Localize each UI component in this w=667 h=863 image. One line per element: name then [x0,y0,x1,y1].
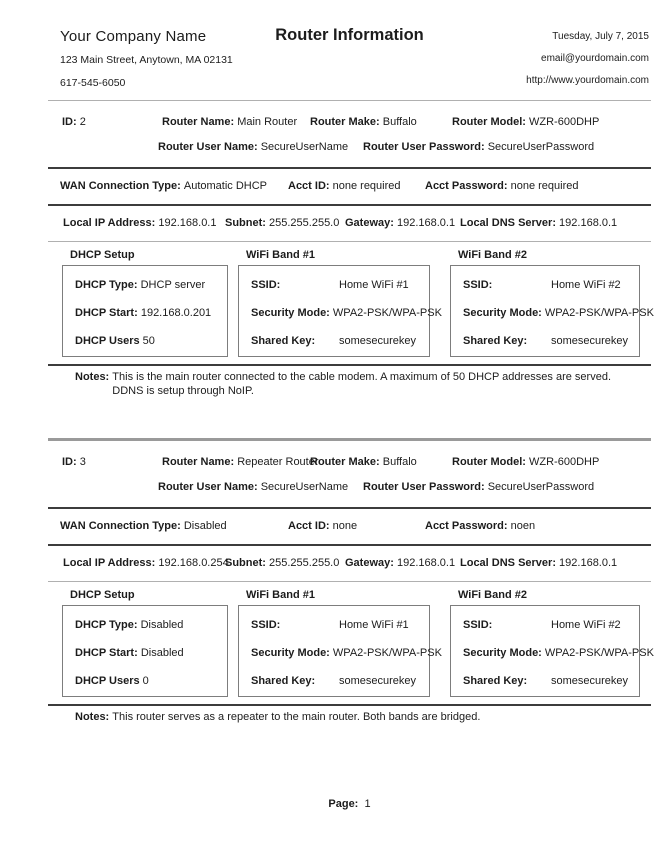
wifi-band-2-title: WiFi Band #2 [458,249,527,261]
field-router-make [310,456,452,469]
dhcp-start-value: Disabled [140,647,184,659]
ssid-label: SSID: [251,619,281,631]
ssid-value: Home WiFi #1 [339,279,409,291]
acct-id-label: Acct ID: [288,180,330,192]
contact-block [526,31,649,97]
security-mode-value: WPA2-PSK/WPA-PSK [544,307,654,319]
security-mode-label: Security Mode: [251,647,330,659]
record-separator [48,438,651,441]
security-mode-label: Security Mode: [251,307,330,319]
company-address: 123 Main Street, Anytown, MA 02131 [60,54,233,66]
report-date: Tuesday, July 7, 2015 [552,31,649,42]
router-make-label: Router Make: [310,456,380,468]
ssid-value: Home WiFi #2 [551,619,621,631]
router-model-value: WZR-600DHP [529,116,600,128]
field-shared-key [463,335,639,348]
wifi-band-2-box [450,605,654,697]
router-name-label: Router Name: [162,456,235,468]
field-router-model [452,456,599,469]
security-mode-value: WPA2-PSK/WPA-PSK [332,647,442,659]
field-acct-password [425,180,578,193]
dhcp-start-label: DHCP Start: [75,307,138,319]
field-ssid [463,279,639,292]
ip-row [48,557,651,570]
wifi-band-1-box [238,265,442,357]
wan-type-label: WAN Connection Type: [60,520,181,532]
acct-id-label: Acct ID: [288,520,330,532]
wifi-band-2-group [450,249,654,357]
id-value: 2 [79,116,86,128]
field-security-mode [463,647,654,660]
id-row [48,456,651,469]
router-user-name-value: SecureUserName [260,481,349,493]
id-label: ID: [62,456,77,468]
field-ssid [251,619,429,632]
field-id [62,456,162,469]
credentials-row [48,481,651,494]
dns-value: 192.168.0.1 [559,217,618,229]
dhcp-type-value: DHCP server [140,279,206,291]
notes-text: This router serves as a repeater to the main router. Both bands are bridged. [112,711,481,723]
security-mode-label: Security Mode: [463,647,542,659]
wifi-band-1-group [238,589,442,697]
ssid-label: SSID: [463,279,493,291]
router-name-label: Router Name: [162,116,235,128]
field-acct-id [288,520,425,533]
gateway-label: Gateway: [345,557,394,569]
id-label: ID: [62,116,77,128]
field-dhcp-start [75,647,227,660]
id-row [48,116,651,129]
dns-value: 192.168.0.1 [559,557,618,569]
page-number: 1 [364,798,371,810]
divider [48,544,651,546]
detail-boxes [48,249,654,357]
acct-id-value: none required [332,180,401,192]
field-router-name [162,456,319,469]
divider [48,507,651,509]
field-wan-type [60,180,288,193]
router-user-name-value: SecureUserName [260,141,349,153]
shared-key-label: Shared Key: [463,675,528,687]
field-shared-key [251,675,429,688]
field-router-user-password [363,481,594,494]
notes-label: Notes: [75,371,110,383]
field-subnet [225,217,345,230]
dhcp-users-value: 0 [142,675,149,687]
subnet-label: Subnet: [225,557,266,569]
detail-boxes [48,589,654,697]
dhcp-setup-group [62,589,228,697]
dhcp-setup-group [62,249,228,357]
field-gateway [345,217,460,230]
dns-label: Local DNS Server: [460,557,556,569]
wan-row [48,180,651,193]
company-phone: 617-545-6050 [60,77,126,89]
router-make-value: Buffalo [382,456,417,468]
field-router-user-password [363,141,594,154]
security-mode-label: Security Mode: [463,307,542,319]
dhcp-setup-title: DHCP Setup [70,589,135,601]
wifi-band-1-title: WiFi Band #1 [246,589,315,601]
local-ip-value: 192.168.0.254 [158,557,229,569]
router-make-label: Router Make: [310,116,380,128]
field-router-model [452,116,599,129]
acct-password-label: Acct Password: [425,180,508,192]
shared-key-label: Shared Key: [463,335,528,347]
router-name-value: Main Router [237,116,298,128]
divider [48,167,651,169]
security-mode-value: WPA2-PSK/WPA-PSK [332,307,442,319]
acct-password-value: noen [510,520,536,532]
acct-password-value: none required [510,180,579,192]
field-security-mode [463,307,654,320]
shared-key-value: somesecurekey [551,675,629,687]
dhcp-start-value: 192.168.0.201 [140,307,212,319]
divider [48,204,651,206]
wifi-band-2-group [450,589,654,697]
field-ssid [251,279,429,292]
field-dns [460,217,617,230]
divider [48,581,651,582]
local-ip-value: 192.168.0.1 [158,217,217,229]
security-mode-value: WPA2-PSK/WPA-PSK [544,647,654,659]
dhcp-start-label: DHCP Start: [75,647,138,659]
id-value: 3 [79,456,86,468]
divider [48,704,651,706]
dhcp-type-value: Disabled [140,619,184,631]
router-model-label: Router Model: [452,456,526,468]
notes-text: This is the main router connected to the cable modem. A maximum of 50 DHCP addresses are served. DDNS is setup through NoIP. [112,371,611,397]
field-gateway [345,557,460,570]
field-subnet [225,557,345,570]
router-user-password-label: Router User Password: [363,481,485,493]
gateway-label: Gateway: [345,217,394,229]
credentials-row [48,141,651,154]
router-user-name-label: Router User Name: [158,141,258,153]
wifi-band-1-title: WiFi Band #1 [246,249,315,261]
field-dhcp-type [75,279,227,292]
shared-key-value: somesecurekey [339,675,417,687]
wan-type-value: Automatic DHCP [183,180,267,192]
router-record-1 [48,116,654,398]
field-router-user-name [158,481,363,494]
wifi-band-2-title: WiFi Band #2 [458,589,527,601]
dhcp-users-label: DHCP Users [75,335,140,347]
page-footer [48,798,651,810]
router-user-password-label: Router User Password: [363,141,485,153]
subnet-value: 255.255.255.0 [269,217,340,229]
dhcp-users-value: 50 [142,335,155,347]
dhcp-setup-box [62,605,228,697]
subnet-label: Subnet: [225,217,266,229]
router-name-value: Repeater Router [237,456,319,468]
report-header [48,0,651,100]
dns-label: Local DNS Server: [460,217,556,229]
dhcp-setup-title: DHCP Setup [70,249,135,261]
field-wan-type [60,520,288,533]
company-name: Your Company Name [60,28,207,45]
field-id [62,116,162,129]
router-record-2 [48,456,654,724]
wifi-band-1-group [238,249,442,357]
field-dns [460,557,617,570]
wifi-band-2-box [450,265,654,357]
ssid-label: SSID: [251,279,281,291]
gateway-value: 192.168.0.1 [396,217,456,229]
router-user-name-label: Router User Name: [158,481,258,493]
wan-type-label: WAN Connection Type: [60,180,181,192]
gateway-value: 192.168.0.1 [396,557,456,569]
router-user-password-value: SecureUserPassword [487,141,595,153]
notes-label: Notes: [75,711,110,723]
page-label: Page: [328,798,359,810]
report-title: Router Information [275,26,424,44]
report-page [48,0,654,810]
field-dhcp-start [75,307,227,320]
shared-key-label: Shared Key: [251,335,316,347]
local-ip-label: Local IP Address: [63,557,156,569]
ssid-value: Home WiFi #1 [339,619,409,631]
field-acct-id [288,180,425,193]
shared-key-label: Shared Key: [251,675,316,687]
wan-row [48,520,651,533]
field-ssid [463,619,639,632]
notes-row [48,710,651,724]
field-acct-password [425,520,535,533]
ssid-label: SSID: [463,619,493,631]
acct-id-value: none [332,520,358,532]
ip-row [48,217,651,230]
notes-row [48,370,651,398]
contact-email: email@yourdomain.com [541,53,649,64]
router-user-password-value: SecureUserPassword [487,481,595,493]
dhcp-users-label: DHCP Users [75,675,140,687]
acct-password-label: Acct Password: [425,520,508,532]
field-security-mode [251,647,442,660]
wan-type-value: Disabled [183,520,227,532]
dhcp-setup-box [62,265,228,357]
subnet-value: 255.255.255.0 [269,557,340,569]
field-router-user-name [158,141,363,154]
field-shared-key [463,675,639,688]
divider [48,364,651,366]
field-dhcp-type [75,619,227,632]
dhcp-type-label: DHCP Type: [75,619,138,631]
field-router-make [310,116,452,129]
field-local-ip [63,217,225,230]
shared-key-value: somesecurekey [551,335,629,347]
router-model-value: WZR-600DHP [529,456,600,468]
dhcp-type-label: DHCP Type: [75,279,138,291]
ssid-value: Home WiFi #2 [551,279,621,291]
field-local-ip [63,557,229,570]
router-model-label: Router Model: [452,116,526,128]
website-url: http://www.yourdomain.com [526,75,649,86]
shared-key-value: somesecurekey [339,335,417,347]
header-divider [48,100,651,101]
field-router-name [162,116,310,129]
field-dhcp-users [75,675,227,688]
field-security-mode [251,307,442,320]
field-shared-key [251,335,429,348]
wifi-band-1-box [238,605,442,697]
router-make-value: Buffalo [382,116,417,128]
field-dhcp-users [75,335,227,348]
divider [48,241,651,242]
local-ip-label: Local IP Address: [63,217,156,229]
